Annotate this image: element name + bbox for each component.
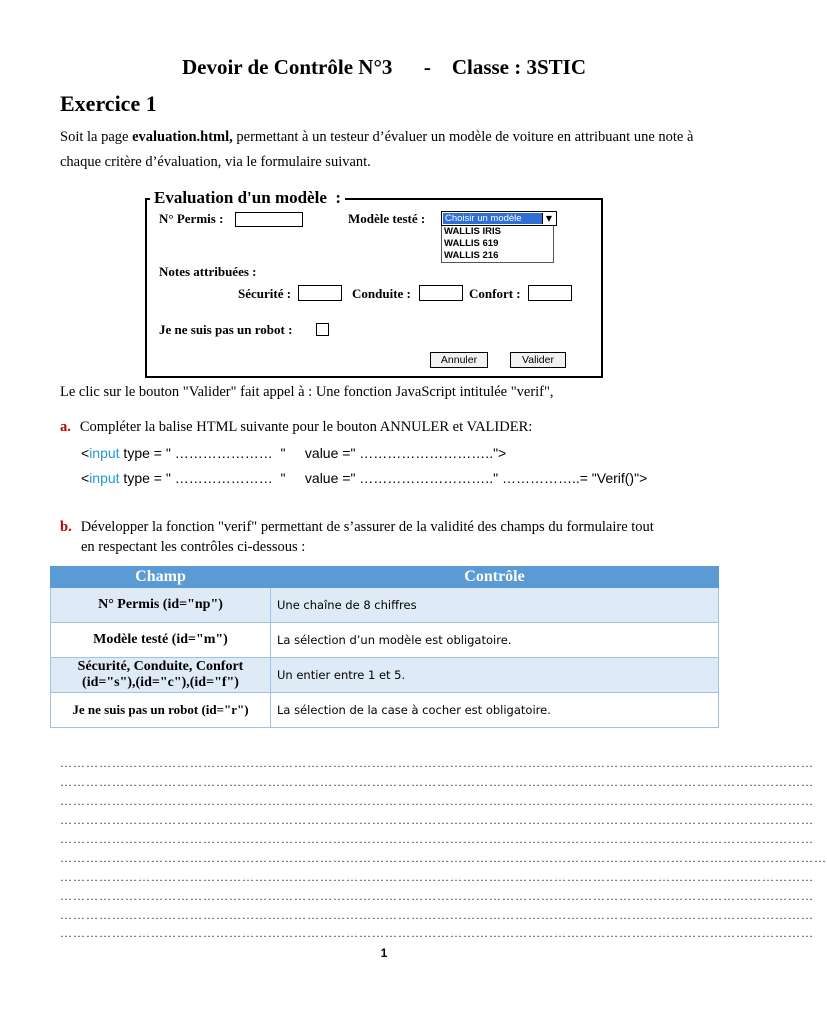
table-cell-champ: Modèle testé (id="m") [51, 623, 271, 658]
table-header-row [51, 567, 719, 588]
answer-line[interactable]: ………………………………………………………………………………………………………………………………………………………… [60, 756, 814, 770]
table-cell-champ-line2: (id="s"),(id="c"),(id="f") [82, 675, 239, 690]
table-row [51, 693, 719, 728]
table-cell-controle: Un entier entre 1 et 5. [271, 658, 719, 693]
permis-input[interactable] [235, 212, 303, 227]
conduite-label: Conduite : [352, 286, 411, 301]
table-header-champ: Champ [51, 567, 271, 588]
table-cell-champ [51, 658, 271, 693]
question-b-text-line1: Développer la fonction "verif" permettant de s’assurer de la validité des champs du formulaire tout [80, 519, 654, 535]
code-rest: type = " ………………… " value =" ……………………….."> [119, 445, 507, 461]
chevron-down-icon[interactable]: ▼ [542, 213, 555, 224]
answer-line[interactable]: ………………………………………………………………………………………………………………………………………………………… [60, 794, 814, 808]
question-b-text-line2: en respectant les contrôles ci-dessous : [81, 539, 306, 555]
code-open-bracket: < [81, 445, 90, 461]
question-a [60, 419, 532, 436]
form-legend: Evaluation d'un modèle : [150, 188, 345, 208]
securite-label: Sécurité : [238, 286, 292, 301]
clic-sentence: Le clic sur le bouton "Valider" fait appel à : Une fonction JavaScript intitulée "verif", [60, 384, 554, 400]
code-keyword: input [89, 445, 120, 461]
option-item[interactable]: WALLIS 619 [444, 238, 499, 249]
page-number: 1 [380, 946, 388, 960]
exercise-heading: Exercice 1 [60, 91, 157, 116]
page-title: Devoir de Contrôle N°3 - Classe : 3STIC [181, 55, 587, 79]
question-a-marker: a. [60, 419, 71, 435]
intro-text-after: permettant à un testeur d’évaluer un modèle de voiture en attribuant une note à chaque critère d’évaluation, via le formulaire suivant. [60, 129, 694, 170]
permis-label: N° Permis : [159, 211, 224, 226]
intro-paragraph [60, 125, 720, 175]
answer-line[interactable]: ………………………………………………………………………………………………………………………………………………………… [60, 908, 814, 922]
modele-label: Modèle testé : [348, 211, 426, 226]
code-line-annuler [81, 445, 506, 461]
modele-select-value: Choisir un modèle [443, 213, 542, 224]
code-line-valider [81, 470, 647, 486]
option-item[interactable]: WALLIS 216 [444, 250, 499, 261]
modele-select[interactable] [441, 211, 557, 226]
robot-label: Je ne suis pas un robot : [159, 322, 293, 337]
notes-label: Notes attribuées : [159, 264, 257, 279]
answer-line[interactable]: ………………………………………………………………………………………………………………………………………………………… [60, 870, 814, 884]
answer-line[interactable]: ………………………………………………………………………………………………………………………………………………………… [60, 926, 814, 940]
valider-button[interactable]: Valider [510, 352, 566, 368]
controls-table [50, 566, 719, 728]
table-row [51, 588, 719, 623]
table-cell-controle: La sélection de la case à cocher est obligatoire. [271, 693, 719, 728]
intro-text-before: Soit la page [60, 129, 133, 145]
option-item[interactable]: WALLIS IRIS [444, 226, 501, 237]
answer-line[interactable]: ………………………………………………………………………………………………………………………………………………………… [60, 889, 814, 903]
question-b [60, 519, 654, 536]
table-cell-champ: N° Permis (id="np") [51, 588, 271, 623]
table-cell-champ-line1: Sécurité, Conduite, Confort [77, 659, 244, 674]
table-row [51, 658, 719, 693]
confort-input[interactable] [528, 285, 572, 301]
answer-line[interactable]: ………………………………………………………………………………………………………………………………………………………… [60, 832, 814, 846]
robot-checkbox[interactable] [316, 323, 329, 336]
intro-filename: evaluation.html, [132, 129, 233, 145]
answer-line[interactable]: ………………………………………………………………………………………………………………………………………………………… [60, 775, 814, 789]
answer-line[interactable]: ………………………………………………………………………………………………………………………………………………………… [60, 813, 814, 827]
code-rest: type = " ………………… " value =" ……………………….." ……………..= "Verif()"> [119, 470, 648, 486]
code-open-bracket: < [81, 470, 90, 486]
annuler-button[interactable]: Annuler [430, 352, 488, 368]
table-header-controle: Contrôle [271, 567, 719, 588]
modele-options-list [441, 226, 554, 263]
table-cell-controle: La sélection d’un modèle est obligatoire. [271, 623, 719, 658]
table-cell-controle: Une chaîne de 8 chiffres [271, 588, 719, 623]
table-cell-champ: Je ne suis pas un robot (id="r") [51, 693, 271, 728]
securite-input[interactable] [298, 285, 342, 301]
question-a-text: Compléter la balise HTML suivante pour le bouton ANNULER et VALIDER: [79, 419, 533, 435]
confort-label: Confort : [469, 286, 521, 301]
conduite-input[interactable] [419, 285, 463, 301]
table-row [51, 623, 719, 658]
answer-line[interactable]: …………………………………………………………………………………………………………………………………………………………… [60, 851, 827, 865]
code-keyword: input [89, 470, 120, 486]
question-b-marker: b. [60, 519, 72, 535]
